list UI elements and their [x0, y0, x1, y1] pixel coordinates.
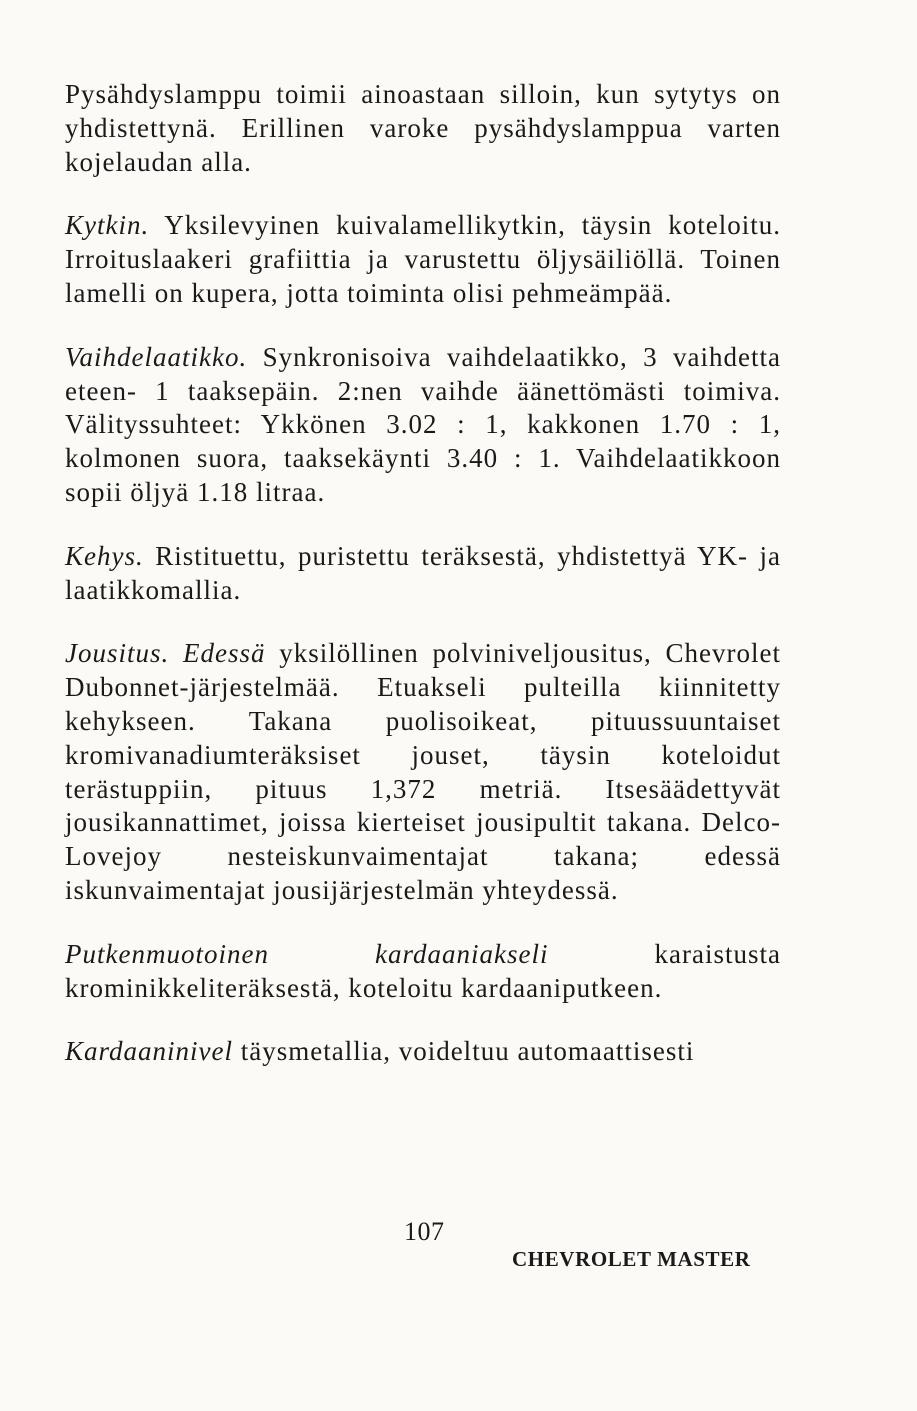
- page-number: 107: [404, 1217, 445, 1246]
- paragraph-brake-lamp: [65, 78, 781, 179]
- paragraph-text: täysmetallia, voideltuu automaattisesti: [233, 1036, 695, 1067]
- paragraph-text: yksilöllinen polviniveljousitus, Chevrolet Dubonnet-järjestelmää. Etuakseli pulteilla kiinnitetty kehykseen. Takana puolisoikeat, pituussuuntaiset kromivanadiumteräksiset jouset, täysin koteloidut terästuppiin, pituus 1,372 metriä. Itsesäädettyvät jousikannattimet, joissa kierteiset jousipultit takana. Delco-Lovejoy nesteiskunvaimentajat takana; edessä iskunvaimentajat jousijärjestelmän yhteydessä.: [65, 638, 781, 905]
- paragraph-text: Ristituettu, puristettu teräksestä, yhdistettyä YK- ja laatikkomallia.: [65, 540, 781, 605]
- paragraph-clutch: [65, 209, 781, 310]
- paragraph-lead: Putkenmuotoinen kardaaniakseli: [65, 938, 549, 969]
- paragraph-propeller-shaft: [65, 938, 781, 1006]
- paragraph-lead: Jousitus. Edessä: [65, 638, 266, 669]
- paragraph-frame: [65, 540, 781, 608]
- paragraph-universal-joint: [65, 1035, 781, 1069]
- paragraph-lead: Kehys.: [65, 540, 144, 571]
- paragraph-lead: Kytkin.: [65, 210, 150, 241]
- paragraph-text: Synkronisoiva vaihdelaatikko, 3 vaihdetta eteen- 1 taaksepäin. 2:nen vaihde äänettömästi toimiva. Välityssuhteet: Ykkönen 3.02 : 1, kakkonen 1.70 : 1, kolmonen suora, taaksekäynti 3.40 : 1. Vaihdelaatikkoon sopii öljyä 1.18 litraa.: [65, 341, 781, 507]
- paragraph-lead: Kardaaninivel: [65, 1036, 233, 1067]
- paragraph-gearbox: [65, 341, 781, 510]
- paragraph-lead: Vaihdelaatikko.: [65, 341, 248, 372]
- running-title: CHEVROLET MASTER: [512, 1247, 751, 1271]
- body-text: [65, 78, 781, 1099]
- paragraph-text: Pysähdyslamppu toimii ainoastaan silloin, kun sytytys on yhdistettynä. Erillinen varoke pysähdyslamppua varten kojelaudan alla.: [65, 79, 781, 177]
- paragraph-text: Yksilevyinen kuivalamellikytkin, täysin koteloitu. Irroituslaakeri grafiittia ja varustettu öljysäiliöllä. Toinen lamelli on kupera, jotta toiminta olisi pehmeämpää.: [65, 210, 781, 308]
- paragraph-text: karaistusta krominikkeliteräksestä, koteloitu kardaaniputkeen.: [65, 938, 782, 1003]
- paragraph-suspension: [65, 637, 781, 907]
